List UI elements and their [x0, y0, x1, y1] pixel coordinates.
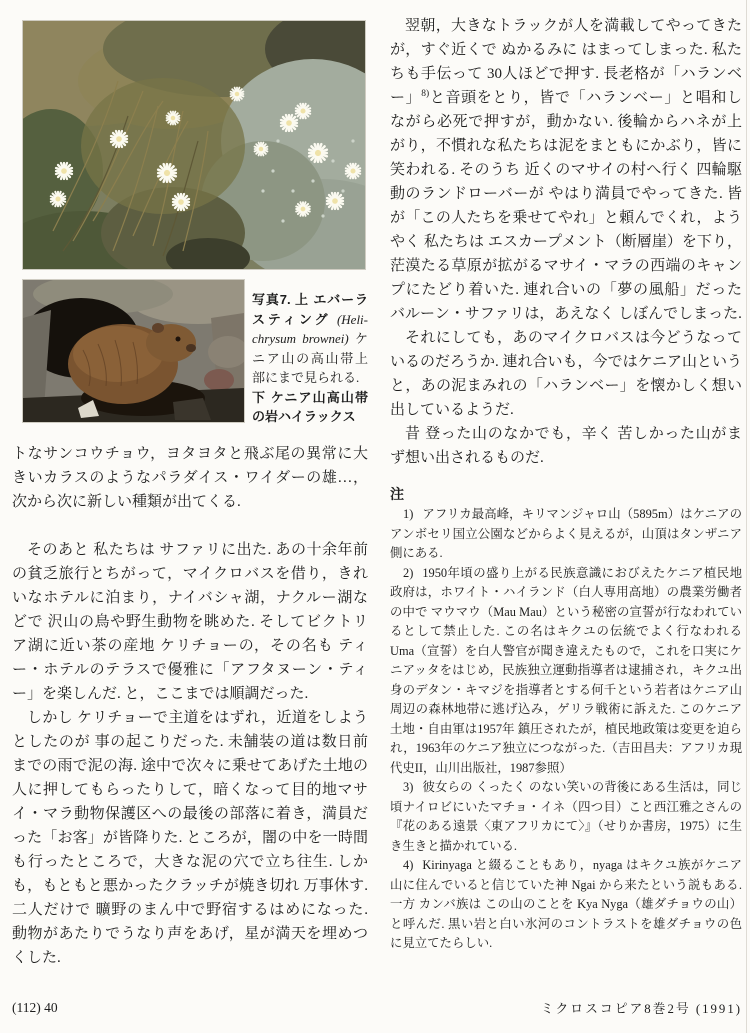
- footer-page-number: (112) 40: [12, 1000, 58, 1015]
- photo-rock-hyrax: [22, 279, 245, 423]
- body-paragraph: [390, 14, 742, 326]
- body-paragraph: しかし ケリチョーで主道をはずれ，近道をしようとしたのが 事の起こりだった. 未舗装の道は数日前までの雨で泥の海. 途中で次々に乗せてあげた土地の人に押してもらったりして，暗くなって目的地マサイ・マラ動物保護区への最後の部落に着き，満員だった「お客」が皆降りた. ところが，闇の中を一時間も行ったところで，大きな泥の穴で立ち往生. しかも，もともと悪かったクラッチが焼き切れ 万事休す. 二人だけで 曠野のまん中で野宿するはめになった. 動物があたりでうなり声をあげ，星が満天を埋めつくした.: [12, 709, 368, 966]
- caption-title-bottom: 下 ケニア山高山帯の岩ハイラックス: [252, 389, 368, 424]
- caption-desc-top: ケニア山の高山帯上部にまで見られる.: [252, 331, 368, 385]
- notes-heading: 注: [390, 486, 404, 502]
- note-text: Kirinyaga と綴ることもあり，nyaga はキクユ族がケニア山に住んでいると信じていた神 Ngai から来たという説もある. 一方 カンバ族は この山のことを Kya Nyga（雄ダチョウの山）と呼んだ. 黒い岩と白い氷河のコントラストを雄ダチョウの色に見立てたらしい.: [390, 858, 742, 950]
- note-number: 3): [403, 780, 414, 794]
- paragraph-text: 翌朝，大きなトラックが人を満載してやってきたが，すぐ近くで ぬかるみに はまってしまった. 私たちも手伝って 30人ほどで押す. 長老格が「ハランベー」: [390, 18, 742, 106]
- note-item: [390, 778, 742, 856]
- note-number: 4): [403, 858, 414, 872]
- note-item: [390, 564, 742, 779]
- footer-journal-info: ミクロスコピア8巻2号 (1991): [540, 1002, 742, 1016]
- photo-everlasting-flowers: [22, 20, 366, 270]
- caption-top: [252, 290, 368, 388]
- figure-caption: [252, 290, 368, 427]
- left-column: [12, 8, 368, 970]
- note-number: 2): [403, 565, 414, 580]
- note-text: 彼女らの くったく のない笑いの背後にある生活は，同じ頃ナイロビにいたマチョ・イネ（四つ目）こと西江雅之さんの『花のある遠景〈東アフリカにて〉』（せりか書房，1975）に生き生きと描かれている.: [390, 780, 742, 853]
- caption-latin-name: (Heli-chrysum brownei): [252, 311, 368, 346]
- right-column: [390, 8, 742, 954]
- paragraph-text: と音頭をとり，皆で「ハランベー」と唱和しながら必死で押すが，動かない. 後輪からハネが上がり，不慣れな私たちは泥をまともにかぶり，皆に笑われる. そのうち 近くのマサイの村へ行く 四輪駆動のランドローバーが やはり満員でやってきた. 皆が「この人たちを乗せてやれ」と頼んでくれ，ようやく 私たちは エスカープメント（断層崖）を下り，茫漠たる草原が拡がるマサイ・マラの西端のキャンプにたどり着いた. 連れ合いの「夢の風船」だったバルーン・サファリは，あえなく しぼんでしまった.: [390, 90, 742, 322]
- body-paragraph: そのあと 私たちは サファリに出た. あの十余年前の貧乏旅行とちがって，マイクロバスを借り，きれいなホテルに泊まり，ナイバシャ湖，ナクルー湖などで 沢山の鳥や野生動物を眺めた. そしてビクトリア湖に近い茶の産地 ケリチョーの，その名も ティー・ホテルのテラスで優雅に「アフタヌーン・ティー」を楽しんだ. と，ここまでは順調だった.: [12, 541, 368, 702]
- body-paragraph: 昔 登った山のなかでも，辛く 苦しかった山がまず想い出されるものだ.: [390, 426, 742, 466]
- note-number: 1): [403, 507, 414, 521]
- note-item: [390, 856, 742, 954]
- caption-title-top: 写真7. 上 エバーラスティング: [252, 292, 368, 327]
- note-text: 1950年頃の盛り上がる民族意識におびえたケニア植民地政府は，ホワイト・ハイランド（白人専用高地）の農業労働者の中で マウマウ（Mau Mau）という秘密の宣誓が行なわれているとして禁止した. この名はキクユの伝統でよく行なわれる Uma（宣誓）を白人警官が聞き違えたもので，これを口実にケニアッタをはじめ，民族独立運動指導者は逮捕され，キクユ出身のデタン・キマジを指導者とする何千という若者はケニア山周辺の森林地帯に逃げ込み，ゲリラ戦術に訴えた. このケニア土地・自由軍は1957年 鎮圧されたが，植民地政策は変更を迫られ，1963年のケニア独立につながった.（吉田昌夫：アフリカ現代史II，山川出版社，1987参照）: [390, 565, 742, 775]
- left-body-text: [12, 442, 368, 970]
- figure-bottom-row: [22, 279, 368, 427]
- body-paragraph: トなサンコウチョウ，ヨタヨタと飛ぶ尾の異常に大きいカラスのようなパラダイス・ワイダーの雄…，次から次に新しい種類が出てくる.: [12, 445, 368, 510]
- footnote-marker: 8): [421, 89, 430, 99]
- note-text: アフリカ最高峰，キリマンジャロ山（5895m）はケニアのアンボセリ国立公園などからよく見えるが，山頂はタンザニア側にある.: [390, 507, 742, 560]
- note-item: [390, 505, 742, 564]
- body-paragraph: それにしても，あのマイクロバスは今どうなっているのだろうか. 連れ合いも，今ではケニア山というと，あの泥まみれの「ハランベー」を懐かしく想い出しているようだ.: [390, 330, 742, 418]
